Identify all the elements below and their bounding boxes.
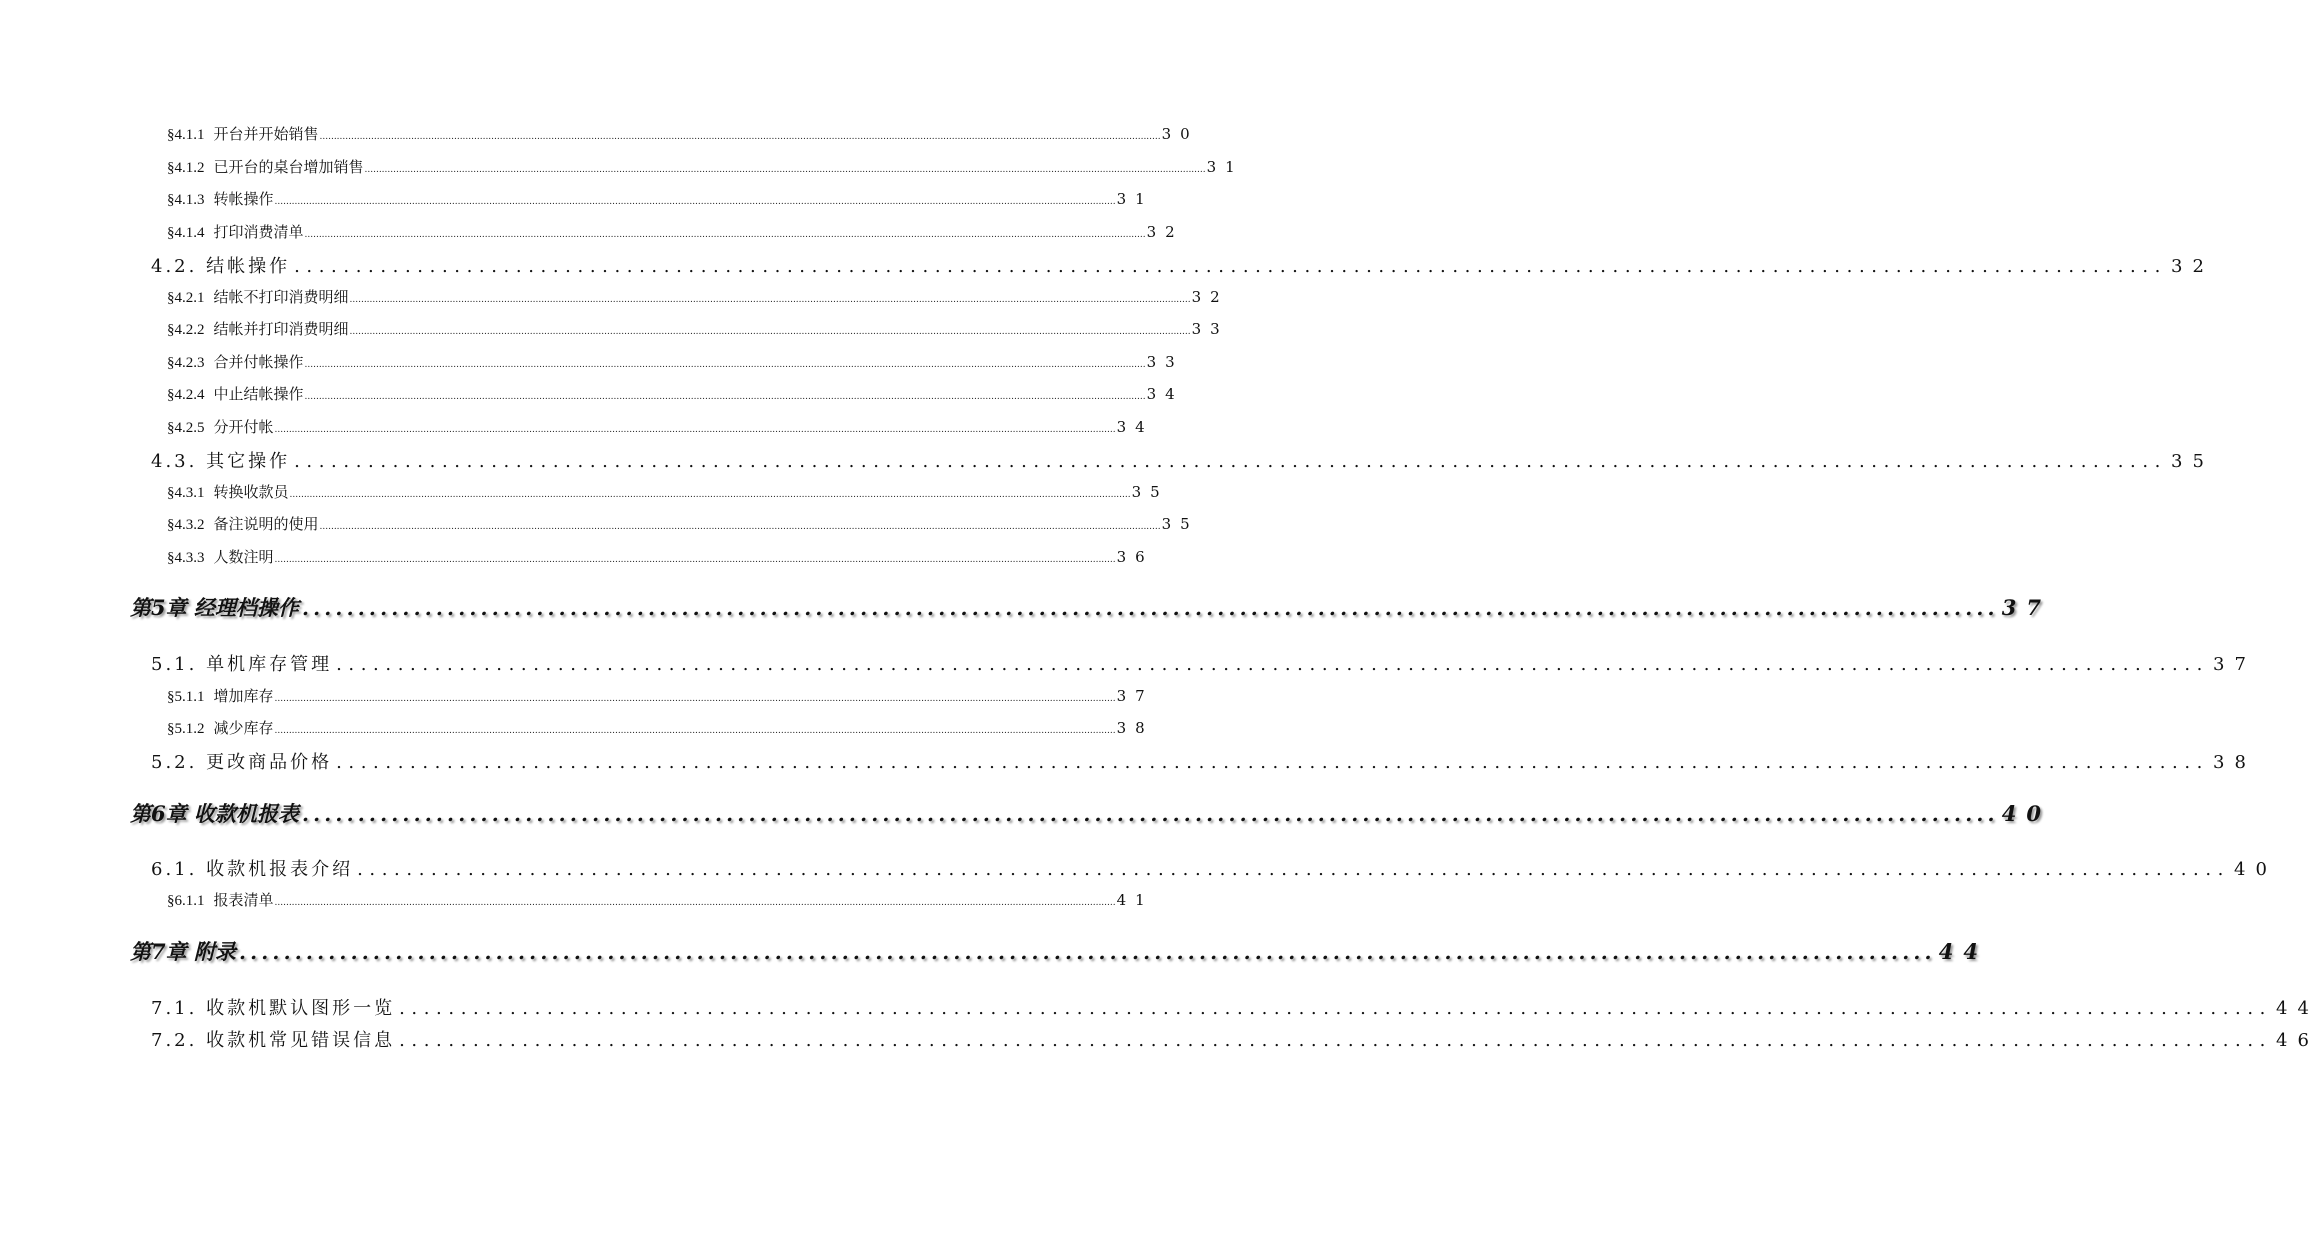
dot-leader [350, 327, 1191, 337]
toc-entry[interactable] [151, 994, 2319, 1020]
page-number: 33 [1191, 320, 1229, 338]
toc-entry[interactable] [151, 1026, 2319, 1052]
section-number: 7.1. [151, 998, 198, 1019]
page-number: 40 [2001, 801, 2051, 826]
dot-leader [357, 859, 2230, 880]
section-title: 结帐操作 [206, 256, 291, 277]
dot-leader [290, 490, 1131, 500]
section-number: §5.1.1 [167, 689, 205, 705]
page-number: 32 [1146, 223, 1184, 241]
dot-leader [275, 898, 1116, 908]
section-number: §4.1.3 [167, 192, 205, 208]
toc-entry[interactable] [167, 156, 1244, 178]
section-title: 人数注明 [213, 548, 274, 566]
page-number: 34 [1116, 418, 1154, 436]
section-number: §4.2.3 [167, 355, 205, 371]
page-number: 34 [1146, 385, 1184, 403]
toc-entry[interactable] [167, 513, 1199, 535]
page-number: 46 [2276, 1030, 2319, 1051]
section-title: 转帐操作 [213, 190, 274, 208]
section-title: 备注说明的使用 [213, 515, 319, 533]
section-number: 4.3. [151, 451, 198, 472]
toc-entry[interactable] [167, 318, 1229, 340]
toc-entry[interactable] [167, 188, 1154, 210]
section-title: 增加库存 [213, 687, 274, 705]
page-number: 44 [2276, 998, 2319, 1019]
dot-leader [365, 165, 1206, 175]
section-title: 单机库存管理 [206, 654, 333, 675]
page-number: 41 [1116, 891, 1154, 909]
toc-entry[interactable] [167, 546, 1154, 568]
toc-chapter-entry[interactable] [130, 592, 2051, 626]
page-number: 36 [1116, 548, 1154, 566]
section-title: 合并付帐操作 [213, 353, 304, 371]
dot-leader [239, 940, 1936, 964]
page-number: 31 [1206, 158, 1244, 176]
section-title: 收款机常见错误信息 [206, 1030, 396, 1051]
page-number: 30 [1161, 125, 1199, 143]
dot-leader [350, 295, 1191, 305]
section-number: 7.2. [151, 1030, 198, 1051]
toc-entry[interactable] [167, 416, 1154, 438]
page-number: 35 [2171, 451, 2214, 472]
dot-leader [399, 998, 2272, 1019]
dot-leader [275, 726, 1116, 736]
toc-entry[interactable] [167, 123, 1199, 145]
chapter-title: 第5章 经理档操作 [130, 595, 299, 620]
dot-leader [320, 522, 1161, 532]
page-number: 35 [1161, 515, 1199, 533]
toc-entry[interactable] [167, 481, 1169, 503]
toc-entry[interactable] [167, 351, 1184, 373]
section-title: 结帐不打印消费明细 [213, 288, 349, 306]
section-number: 4.2. [151, 256, 198, 277]
dot-leader [275, 425, 1116, 435]
dot-leader [275, 694, 1116, 704]
section-number: §4.1.2 [167, 160, 205, 176]
section-title: 结帐并打印消费明细 [213, 320, 349, 338]
section-number: §4.1.1 [167, 127, 205, 143]
dot-leader [302, 802, 1999, 826]
section-number: §4.3.3 [167, 550, 205, 566]
toc-entry[interactable] [167, 685, 1154, 707]
toc-entry[interactable] [151, 252, 2214, 278]
toc-entry[interactable] [151, 650, 2256, 676]
dot-leader [302, 596, 1999, 620]
dot-leader [399, 1030, 2272, 1051]
page-number: 37 [2001, 595, 2051, 620]
section-title: 中止结帐操作 [213, 385, 304, 403]
dot-leader [294, 451, 2167, 472]
section-number: 5.1. [151, 654, 198, 675]
toc-chapter-entry[interactable] [130, 798, 2051, 832]
section-number: §4.2.5 [167, 420, 205, 436]
section-title: 更改商品价格 [206, 752, 333, 773]
section-number: §4.1.4 [167, 225, 205, 241]
page-number: 37 [2213, 654, 2256, 675]
section-title: 打印消费清单 [213, 223, 304, 241]
page-number: 32 [1191, 288, 1229, 306]
section-number: §6.1.1 [167, 893, 205, 909]
section-title: 收款机报表介绍 [206, 859, 354, 880]
section-number: 5.2. [151, 752, 198, 773]
section-number: 6.1. [151, 859, 198, 880]
section-number: §4.3.2 [167, 517, 205, 533]
dot-leader [320, 132, 1161, 142]
toc-entry[interactable] [167, 383, 1184, 405]
page-number: 31 [1116, 190, 1154, 208]
dot-leader [305, 230, 1146, 240]
section-title: 其它操作 [206, 451, 291, 472]
section-title: 转换收款员 [213, 483, 289, 501]
section-number: §4.2.2 [167, 322, 205, 338]
toc-entry[interactable] [151, 447, 2214, 473]
page-number: 44 [1938, 939, 1988, 964]
section-number: §4.2.4 [167, 387, 205, 403]
section-number: §5.1.2 [167, 721, 205, 737]
chapter-title: 第7章 附录 [130, 939, 236, 964]
dot-leader [275, 555, 1116, 565]
toc-entry[interactable] [151, 748, 2256, 774]
section-number: §4.3.1 [167, 485, 205, 501]
page-number: 33 [1146, 353, 1184, 371]
dot-leader [336, 752, 2209, 773]
toc-chapter-entry[interactable] [130, 936, 1988, 970]
page-number: 40 [2234, 859, 2277, 880]
page-number: 38 [2213, 752, 2256, 773]
toc-entry[interactable] [167, 286, 1229, 308]
dot-leader [275, 197, 1116, 207]
page-number: 32 [2171, 256, 2214, 277]
toc-entry[interactable] [167, 889, 1154, 911]
dot-leader [336, 654, 2209, 675]
section-title: 报表清单 [213, 891, 274, 909]
toc-entry[interactable] [167, 717, 1154, 739]
toc-entry[interactable] [167, 221, 1184, 243]
toc-entry[interactable] [151, 855, 2277, 881]
section-number: §4.2.1 [167, 290, 205, 306]
section-title: 分开付帐 [213, 418, 274, 436]
dot-leader [305, 360, 1146, 370]
chapter-title: 第6章 收款机报表 [130, 801, 299, 826]
page-number: 35 [1131, 483, 1169, 501]
dot-leader [294, 256, 2167, 277]
section-title: 减少库存 [213, 719, 274, 737]
section-title: 已开台的桌台增加销售 [213, 158, 364, 176]
section-title: 开台并开始销售 [213, 125, 319, 143]
page-number: 37 [1116, 687, 1154, 705]
page-number: 38 [1116, 719, 1154, 737]
dot-leader [305, 392, 1146, 402]
section-title: 收款机默认图形一览 [206, 998, 396, 1019]
